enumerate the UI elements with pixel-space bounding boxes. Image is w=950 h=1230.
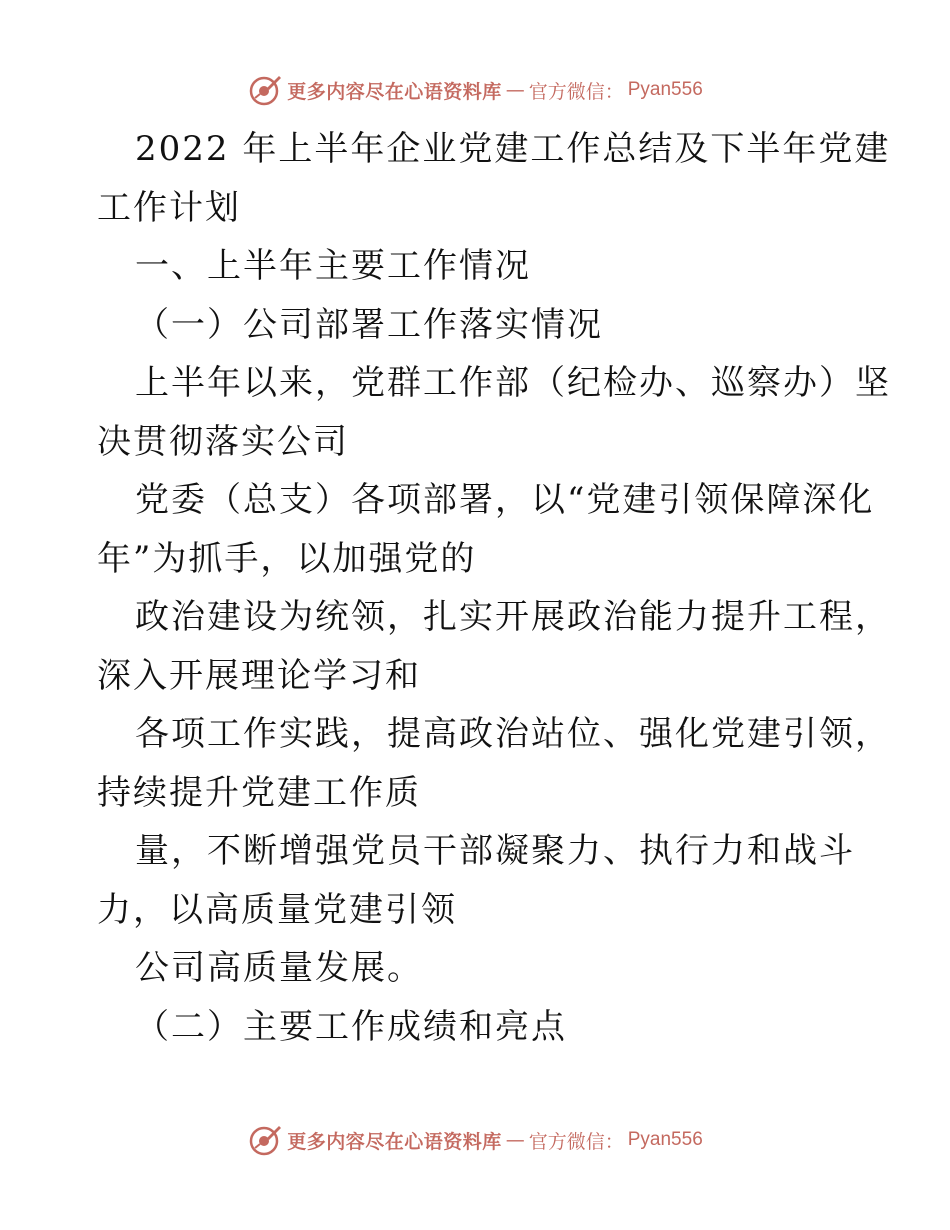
paragraph-line: 量，不断增强党员干部凝聚力、执行力和战斗	[135, 831, 855, 871]
document-body	[97, 120, 891, 1056]
paragraph-line: 公司高质量发展。	[135, 948, 423, 988]
watermark-text: 更多内容尽在心语资料库	[287, 80, 502, 103]
watermark-id: Pyan556	[627, 1129, 703, 1150]
paragraph-line: 上半年以来，党群工作部（纪检办、巡察办）坚	[135, 363, 891, 403]
watermark-label: 官方微信：	[528, 1130, 624, 1153]
subsection-heading: （一）公司部署工作落实情况	[135, 304, 603, 345]
paragraph-line: 持续提升党建工作质	[97, 772, 421, 813]
subsection-heading: （二）主要工作成绩和亮点	[135, 1006, 567, 1047]
paragraph-line: 年”为抓手，以加强党的	[97, 538, 477, 579]
paragraph-line: 力，以高质量党建引领	[97, 889, 457, 930]
document-title-line-1: 2022 年上半年企业党建工作总结及下半年党建	[135, 129, 891, 169]
pen-on-circle-logo-icon	[247, 1122, 283, 1158]
document-title-line-2: 工作计划	[97, 187, 241, 228]
watermark-label: 官方微信：	[528, 80, 624, 103]
paragraph-line: 各项工作实践，提高政治站位、强化党建引领，	[135, 714, 891, 754]
paragraph-line: 政治建设为统领，扎实开展政治能力提升工程，	[135, 597, 891, 637]
section-heading: 一、上半年主要工作情况	[135, 246, 531, 286]
watermark-text: 更多内容尽在心语资料库	[287, 1130, 502, 1153]
paragraph-line: 深入开展理论学习和	[97, 655, 421, 696]
paragraph-line: 党委（总支）各项部署，以“党建引领保障深化	[135, 480, 875, 520]
pen-on-circle-logo-icon	[247, 72, 283, 108]
watermark-separator: —	[505, 1129, 525, 1151]
watermark-id: Pyan556	[627, 79, 703, 100]
watermark-separator: —	[505, 79, 525, 101]
footer-watermark	[0, 1120, 950, 1160]
paragraph-line: 决贯彻落实公司	[97, 421, 349, 462]
header-watermark	[0, 70, 950, 110]
